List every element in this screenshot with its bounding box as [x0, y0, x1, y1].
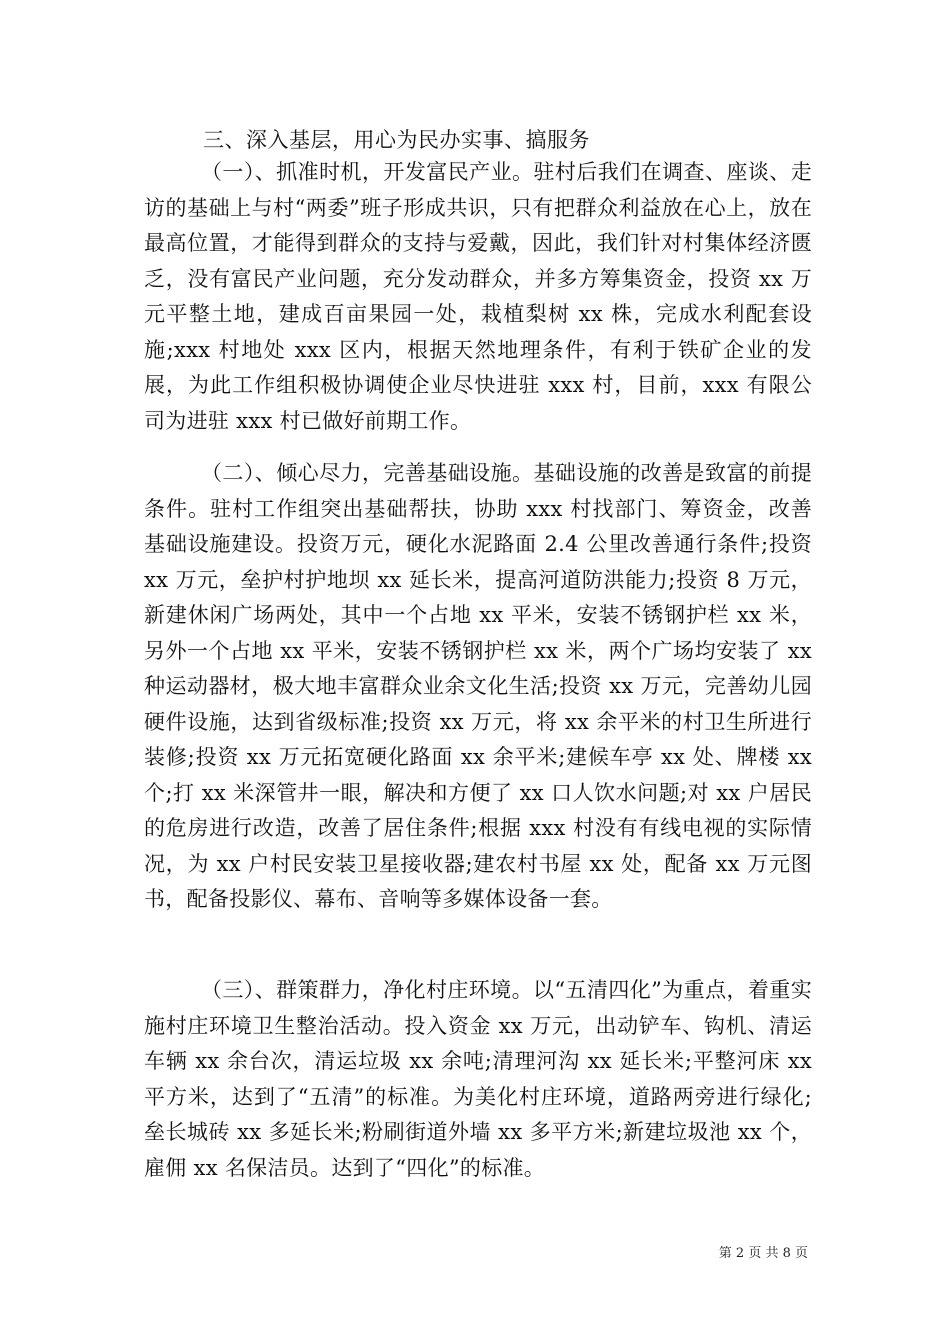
paragraph-industry: （一）、抓准时机，开发富民产业。驻村后我们在调查、座谈、走访的基础上与村“两委”班子形成共识，只有把群众利益放在心上，放在最高位置，才能得到群众的支持与爱戴，因此，我们针对村集体经济匮乏，没有富民产业问题，充分发动群众，并多方筹集资金，投资 xx 万元平整土地，建成百亩果园一处，栽植梨树 xx 株，完成水利配套设施;xxx 村地处 xxx 区内，根据天然地理条件，有利于铁矿企业的发展，为此工作组积极协调使企业尽快进驻 xxx 村，目前，xxx 有限公司为进驻 xxx 村已做好前期工作。: [144, 160, 812, 433]
paragraph-environment: （三）、群策群力，净化村庄环境。以“五清四化”为重点，着重实施村庄环境卫生整治活动。投入资金 xx 万元，出动铲车、钩机、清运车辆 xx 余台次，清运垃圾 xx 余吨;清理河沟 xx 延长米;平整河床 xx 平方米，达到了“五清”的标准。为美化村庄环境，道路两旁进行绿化;垒长城砖 xx 多延长米;粉刷街道外墙 xx 多平方米;新建垃圾池 xx 个，雇佣 xx 名保洁员。达到了“四化”的标准。: [144, 978, 812, 1180]
section-heading: 三、深入基层，用心为民办实事、搞服务: [203, 128, 590, 152]
paragraph-infrastructure: （二）、倾心尽力，完善基础设施。基础设施的改善是致富的前提条件。驻村工作组突出基础帮扶，协助 xxx 村找部门、筹资金，改善基础设施建设。投资万元，硬化水泥路面 2.4 公里改善通行条件;投资 xx 万元，垒护村护地坝 xx 延长米，提高河道防洪能力;投资 8 万元，新建休闲广场两处，其中一个占地 xx 平米，安装不锈钢护栏 xx 米，另外一个占地 xx 平米，安装不锈钢护栏 xx 米，两个广场均安装了 xx 种运动器材，极大地丰富群众业余文化生活;投资 xx 万元，完善幼儿园硬件设施，达到省级标准;投资 xx 万元，将 xx 余平米的村卫生所进行装修;投资 xx 万元拓宽硬化路面 xx 余平米;建候车亭 xx 处、牌楼 xx 个;打 xx 米深管井一眼，解决和方便了 xx 口人饮水问题;对 xx 户居民的危房进行改造，改善了居住条件;根据 xxx 村没有有线电视的实际情况，为 xx 户村民安装卫星接收器;建农村书屋 xx 处，配备 xx 万元图书，配备投影仪、幕布、音响等多媒体设备一套。: [144, 461, 812, 911]
page-number-footer: 第 2 页 共 8 页: [718, 1246, 808, 1261]
